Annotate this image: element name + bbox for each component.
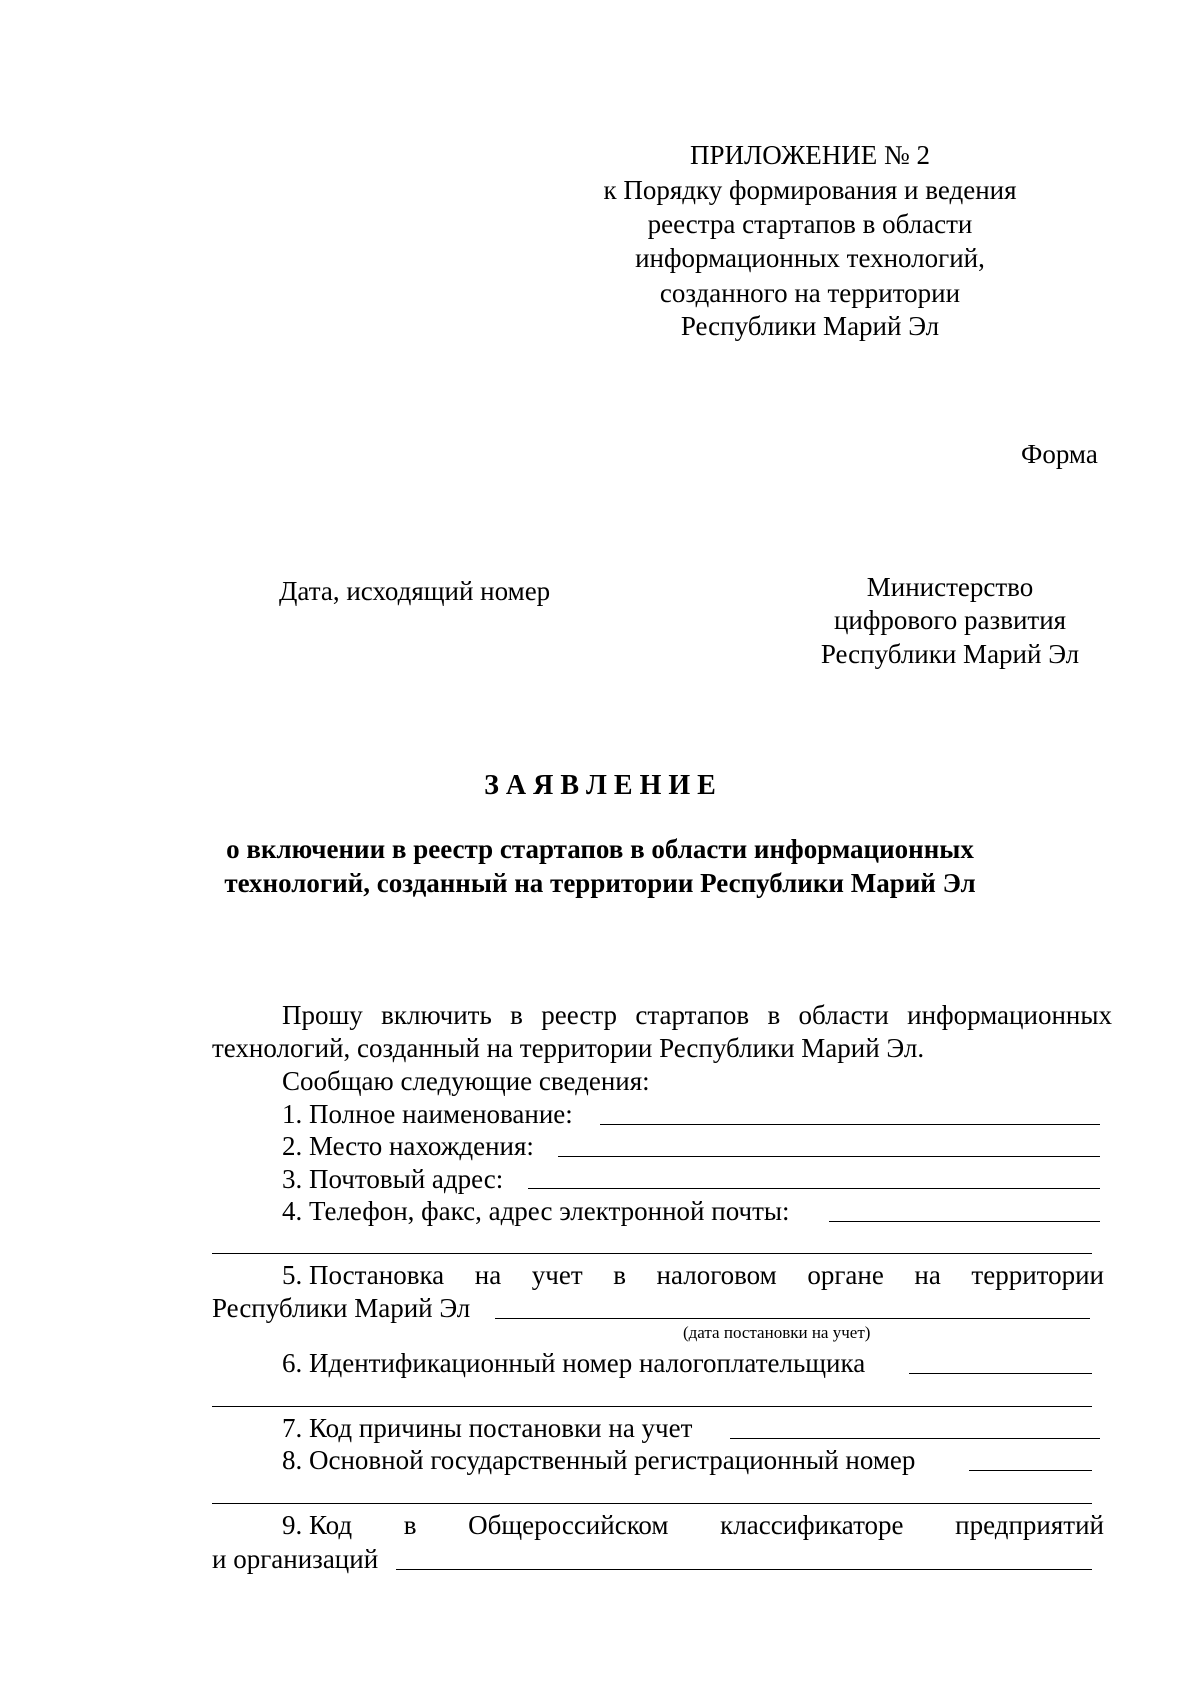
document-subtitle: о включении в реестр стартапов в области информационных xyxy=(226,834,974,864)
item-full-name-field[interactable] xyxy=(600,1124,1100,1125)
item-postal-address-label: 3. Почтовый адрес: xyxy=(282,1164,504,1194)
item-kpp-label: 7. Код причины постановки на учет xyxy=(282,1413,693,1443)
item-kpp-field[interactable] xyxy=(730,1438,1100,1439)
item-ogrn-label: 8. Основной государственный регистрационный номер xyxy=(282,1445,916,1475)
request-word: стартапов xyxy=(635,1000,750,1030)
item-tax-registration-date-field[interactable] xyxy=(495,1318,1090,1319)
request-word: в xyxy=(510,1000,523,1030)
item-location-field[interactable] xyxy=(558,1156,1100,1157)
item5-word: на xyxy=(474,1260,502,1290)
item-full-name-label: 1. Полное наименование: xyxy=(282,1099,573,1129)
item-tax-registration-hint: (дата постановки на учет) xyxy=(683,1323,871,1342)
item5-word: органе xyxy=(807,1260,884,1290)
item5-word: на xyxy=(914,1260,941,1290)
item-inn-field[interactable] xyxy=(909,1373,1092,1374)
item9-word: 9. Код xyxy=(282,1510,353,1540)
recipient-line: Министерство xyxy=(866,572,1034,602)
request-word: области xyxy=(798,1000,889,1030)
item-okpo-line-2: и организаций xyxy=(212,1544,379,1574)
item-tax-registration-line-2: Республики Марий Эл xyxy=(212,1293,471,1323)
item9-word: в xyxy=(403,1510,417,1540)
item-contacts-field[interactable] xyxy=(829,1221,1100,1222)
intro-line: Сообщаю следующие сведения: xyxy=(282,1066,650,1096)
request-word: Прошу xyxy=(282,1000,363,1030)
item-inn-field-continued[interactable] xyxy=(212,1406,1092,1407)
request-word: информационных xyxy=(907,1000,1112,1030)
item-contacts-label: 4. Телефон, факс, адрес электронной почты: xyxy=(282,1196,790,1226)
item-ogrn-field-continued[interactable] xyxy=(212,1503,1092,1504)
appendix-title: ПРИЛОЖЕНИЕ № 2 xyxy=(689,140,931,170)
item-inn-label: 6. Идентификационный номер налогоплательщика xyxy=(282,1348,866,1378)
request-line-1 xyxy=(282,1002,1112,1029)
recipient-line: Республики Марий Эл xyxy=(820,639,1080,669)
item9-word: Общероссийском xyxy=(468,1510,669,1540)
item-postal-address-field[interactable] xyxy=(528,1188,1100,1189)
item-tax-registration-line-1 xyxy=(282,1262,1104,1289)
appendix-line: информационных технологий, xyxy=(635,243,985,273)
item5-word: учет xyxy=(531,1260,583,1290)
appendix-line: к Порядку формирования и ведения xyxy=(603,175,1017,205)
item5-word: территории xyxy=(971,1260,1104,1290)
item-location-label: 2. Место нахождения: xyxy=(282,1131,534,1161)
appendix-line: Республики Марий Эл xyxy=(680,311,940,341)
date-number-label: Дата, исходящий номер xyxy=(279,576,551,606)
request-word: реестр xyxy=(541,1000,618,1030)
request-line-2: технологий, созданный на территории Республики Марий Эл. xyxy=(212,1033,925,1063)
item5-word: в xyxy=(613,1260,626,1290)
item5-word: налоговом xyxy=(656,1260,777,1290)
appendix-line: реестра стартапов в области xyxy=(647,209,973,239)
document-title: З А Я В Л Е Н И Е xyxy=(484,770,716,801)
form-label: Форма xyxy=(1021,439,1098,469)
recipient-line: цифрового развития xyxy=(833,605,1067,635)
item-ogrn-field[interactable] xyxy=(969,1470,1092,1471)
item-contacts-field-continued[interactable] xyxy=(212,1253,1092,1254)
item-okpo-line-1 xyxy=(282,1512,1104,1539)
item9-word: классификаторе xyxy=(720,1510,904,1540)
request-word: включить xyxy=(381,1000,492,1030)
item-okpo-field[interactable] xyxy=(396,1569,1092,1570)
request-word: в xyxy=(767,1000,781,1030)
appendix-line: созданного на территории xyxy=(659,278,961,308)
item5-word: 5. Постановка xyxy=(282,1260,445,1290)
document-subtitle: технологий, созданный на территории Республики Марий Эл xyxy=(224,868,976,898)
item9-word: предприятий xyxy=(955,1510,1104,1540)
